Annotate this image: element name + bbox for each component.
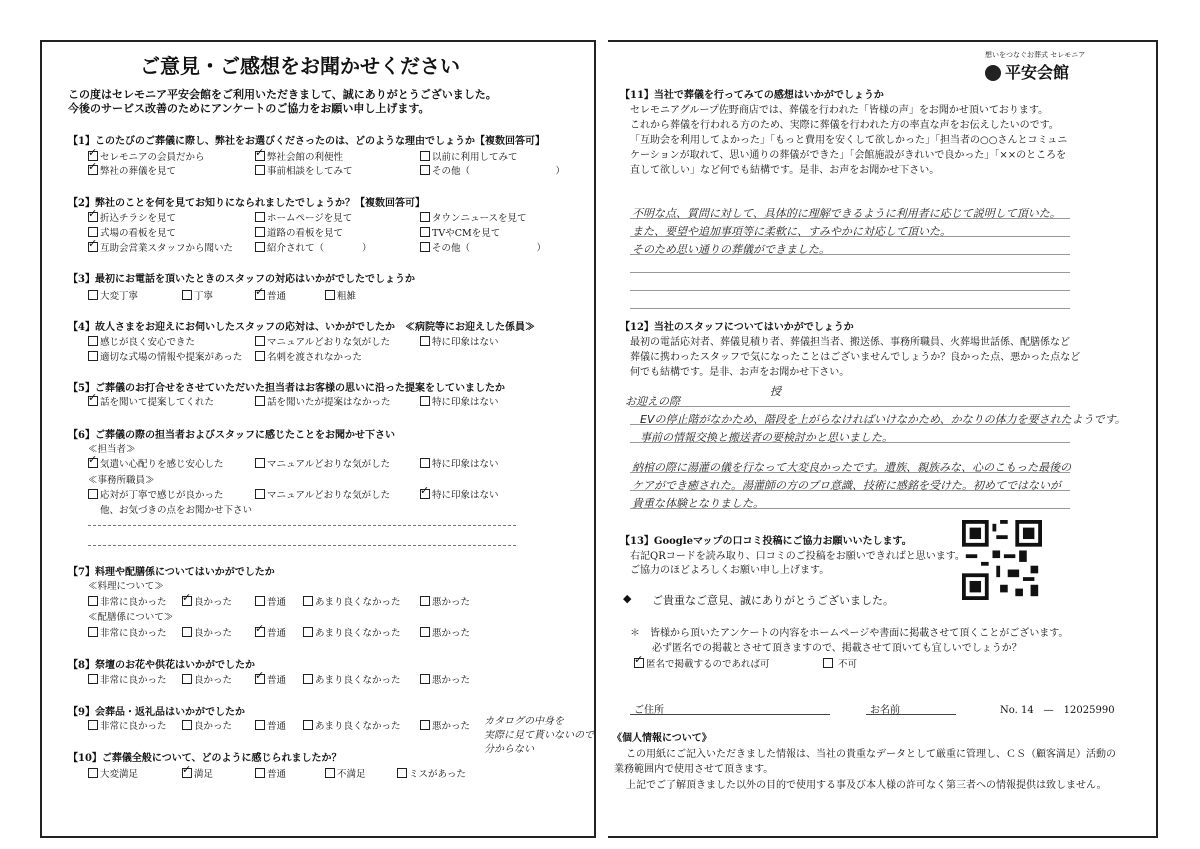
checkbox-label: 良かった bbox=[194, 628, 233, 639]
checkbox-label: 普通 bbox=[267, 597, 287, 608]
q2-option[interactable] bbox=[88, 225, 176, 239]
checkbox[interactable] bbox=[88, 627, 98, 637]
name-line bbox=[866, 714, 956, 715]
google-maps-qr-code[interactable] bbox=[962, 520, 1042, 600]
q2-option[interactable] bbox=[255, 240, 372, 254]
checkbox-label: 以前に利用してみて bbox=[432, 152, 518, 163]
checkbox[interactable] bbox=[420, 396, 430, 406]
answer-line bbox=[630, 290, 1070, 291]
q7-option[interactable] bbox=[88, 625, 167, 639]
q4-option[interactable] bbox=[255, 349, 362, 363]
checkbox[interactable] bbox=[88, 336, 98, 346]
privacy-title: 《個人情報について》 bbox=[612, 733, 712, 744]
checkbox-label: 応対が丁寧で感じが良かった bbox=[100, 490, 224, 501]
checkbox[interactable] bbox=[88, 489, 98, 499]
checkbox[interactable] bbox=[255, 596, 265, 606]
publish-question: 必ず匿名での掲載とさせて頂きますので、掲載させて頂いても宜しいでしょうか？ bbox=[652, 643, 1022, 654]
checkbox-label: マニュアルどおりな気がした bbox=[267, 490, 391, 501]
checkbox[interactable] bbox=[420, 227, 430, 237]
checkbox-label: 特に印象はない bbox=[432, 397, 499, 408]
q10-option[interactable] bbox=[88, 766, 138, 780]
q9-option[interactable] bbox=[255, 718, 286, 732]
handwritten-answer: お迎えの際 bbox=[625, 395, 680, 408]
q13-description: 右記QRコードを読み取り、口コミのご投稿をお願いできればと思います。 bbox=[630, 551, 965, 562]
q8-option[interactable] bbox=[420, 672, 470, 686]
checkbox-label: 普通 bbox=[267, 291, 287, 302]
page-title: ご意見・ご感想をお聞かせください bbox=[140, 54, 460, 78]
handwritten-answer: 授 bbox=[770, 385, 781, 398]
checkbox[interactable] bbox=[420, 489, 430, 499]
q11-description: 直して欲しい」など何でも結構です。是非、お声をお聞かせ下さい。 bbox=[630, 165, 940, 176]
q2-option[interactable] bbox=[255, 225, 343, 239]
q1-option[interactable] bbox=[420, 149, 518, 163]
checkbox[interactable] bbox=[255, 290, 265, 300]
answer-line bbox=[630, 406, 1070, 407]
q3-option[interactable] bbox=[325, 288, 356, 302]
checkbox[interactable] bbox=[88, 227, 98, 237]
checkbox[interactable] bbox=[420, 165, 430, 175]
checkbox[interactable] bbox=[182, 768, 192, 778]
checkbox[interactable] bbox=[88, 458, 98, 468]
checkbox[interactable] bbox=[420, 674, 430, 684]
checkbox-label: 感じが良く安心できた bbox=[100, 337, 196, 348]
handwritten-answer: 事前の情報交換と搬送者の要検討かと思いました。 bbox=[640, 431, 893, 444]
checkbox-label: 特に印象はない bbox=[432, 459, 499, 470]
checkbox[interactable] bbox=[634, 658, 644, 668]
checkbox[interactable] bbox=[823, 658, 833, 668]
q12-description: 最初の電話応対者、葬儀見積り者、葬儀担当者、搬送係、事務所職員、火葬場世話係、配膳係など bbox=[630, 337, 1070, 348]
checkbox[interactable] bbox=[255, 720, 265, 730]
q10-option[interactable] bbox=[255, 766, 286, 780]
checkbox[interactable] bbox=[88, 351, 98, 361]
publish-option-no[interactable] bbox=[823, 656, 857, 670]
q10-option[interactable] bbox=[397, 766, 466, 780]
checkbox-label: 普通 bbox=[267, 769, 287, 780]
q1-option[interactable] bbox=[255, 163, 353, 177]
checkbox[interactable] bbox=[255, 227, 265, 237]
checkbox[interactable] bbox=[255, 396, 265, 406]
q2-option[interactable] bbox=[420, 240, 546, 254]
q7-option[interactable] bbox=[182, 625, 232, 639]
checkbox-label: 弊社会館の利便性 bbox=[267, 152, 344, 163]
address-line bbox=[630, 714, 830, 715]
privacy-text: 業務範囲内で使用させて頂きます。 bbox=[614, 764, 774, 775]
checkbox-label: 悪かった bbox=[432, 721, 471, 732]
q5-label: 【5】ご葬儀のお打合せをさせていただいた担当者はお客様の思いに沿った提案をしていましたか bbox=[68, 383, 505, 394]
brand-logo bbox=[985, 60, 1069, 83]
q11-description: これから葬儀を行われる方のため、実際に葬儀を行われた方の率直な声をお伝えしたいのです。 bbox=[630, 120, 1059, 131]
checkbox-label: 良かった bbox=[194, 597, 233, 608]
q7-option[interactable] bbox=[303, 625, 401, 639]
checkbox[interactable] bbox=[88, 165, 98, 175]
checkbox-label: あまり良くなかった bbox=[315, 628, 401, 639]
checkbox[interactable] bbox=[255, 242, 265, 252]
q7-sub-server: ≪配膳係について≫ bbox=[88, 612, 174, 623]
brand-name: 平安会館 bbox=[1005, 63, 1070, 82]
checkbox-label: 道路の看板を見て bbox=[267, 228, 344, 239]
checkbox[interactable] bbox=[182, 674, 192, 684]
brand-logo-icon bbox=[985, 65, 1001, 81]
q2-option[interactable] bbox=[420, 225, 500, 239]
q1-option[interactable] bbox=[88, 149, 205, 163]
q5-option[interactable] bbox=[255, 394, 391, 408]
checkbox-label: 非常に良かった bbox=[100, 721, 167, 732]
checkbox-label: タウンニュースを見て bbox=[432, 213, 527, 224]
checkbox[interactable] bbox=[420, 212, 430, 222]
name-label: お名前 bbox=[870, 705, 900, 716]
q6-sub-office: ≪事務所職員≫ bbox=[88, 475, 155, 486]
checkbox-label: 普通 bbox=[267, 628, 287, 639]
q11-description: セレモニアグループ佐野商店では、葬儀を行われた「皆様の声」をお聞かせ頂いております。 bbox=[630, 105, 1049, 116]
checkbox[interactable] bbox=[397, 768, 407, 778]
handwritten-answer: そのため思い通りの葬儀ができました。 bbox=[632, 243, 830, 256]
q7-option[interactable] bbox=[420, 594, 470, 608]
checkbox[interactable] bbox=[255, 489, 265, 499]
checkbox[interactable] bbox=[255, 768, 265, 778]
q7-sub-food: ≪料理について≫ bbox=[88, 581, 164, 592]
answer-line bbox=[630, 308, 1070, 309]
q1-option[interactable] bbox=[420, 163, 565, 177]
q3-option[interactable] bbox=[88, 288, 138, 302]
q4-option[interactable] bbox=[420, 334, 499, 348]
q8-option[interactable] bbox=[182, 672, 232, 686]
checkbox[interactable] bbox=[255, 674, 265, 684]
handwritten-note: 分からない bbox=[484, 744, 534, 755]
q8-option[interactable] bbox=[303, 672, 401, 686]
q10-option[interactable] bbox=[325, 766, 366, 780]
q10-option[interactable] bbox=[182, 766, 213, 780]
q4-option[interactable] bbox=[88, 349, 242, 363]
checkbox[interactable] bbox=[88, 596, 98, 606]
checkbox-label: 悪かった bbox=[432, 675, 471, 686]
q9-option[interactable] bbox=[420, 718, 470, 732]
handwritten-answer: ケアができ癒された。湯灌師の方のプロ意識、技術に感銘を受けた。初めてではないが bbox=[632, 479, 1061, 492]
q12-description: 何でも結構です。是非、お声をお聞かせ下さい。 bbox=[630, 367, 850, 378]
checkbox-label: 式場の看板を見て bbox=[100, 228, 177, 239]
q13-label: 【13】Googleマップの口コミ投稿にご協力お願いいたします。 bbox=[620, 536, 912, 547]
q3-option[interactable] bbox=[182, 288, 213, 302]
checkbox[interactable] bbox=[303, 627, 313, 637]
brand-tagline: 想いをつなぐお葬式 セレモニア bbox=[985, 51, 1086, 59]
q9-option[interactable] bbox=[88, 718, 167, 732]
checkbox[interactable] bbox=[420, 151, 430, 161]
handwritten-answer: 不明な点、質問に対して、具体的に理解できるように利用者に応じて説明して頂いた。 bbox=[632, 207, 1061, 220]
privacy-text: 上記でご了解頂きました以外の目的で使用する事及び本人様の許可なく第三者への情報提供は致しません。 bbox=[626, 780, 1107, 791]
checkbox[interactable] bbox=[88, 396, 98, 406]
privacy-text: この用紙にご記入いただきました情報は、当社の貴重なデータとして厳重に管理し、ＣＳ（顧客満足）活動の bbox=[626, 749, 1116, 760]
q7-option[interactable] bbox=[303, 594, 401, 608]
checkbox-label: 悪かった bbox=[432, 597, 471, 608]
q5-option[interactable] bbox=[420, 394, 499, 408]
checkbox-label: 互助会営業スタッフから聞いた bbox=[100, 243, 234, 254]
q1-option[interactable] bbox=[255, 149, 343, 163]
checkbox-label: マニュアルどおりな気がした bbox=[267, 459, 391, 470]
q7-label: 【7】料理や配膳係についてはいかがでしたか bbox=[68, 567, 275, 578]
handwritten-note: 実際に見て貰いないので bbox=[484, 730, 594, 741]
checkbox[interactable] bbox=[325, 290, 335, 300]
q1-option[interactable] bbox=[88, 163, 176, 177]
handwritten-answer: 納棺の際に湯灌の儀を行なって大変良かったです。遺族、親族みな、心のこもった最後の bbox=[632, 461, 1072, 474]
checkbox[interactable] bbox=[420, 458, 430, 468]
publish-option-anonymous[interactable] bbox=[634, 656, 770, 670]
q6-option[interactable] bbox=[255, 487, 390, 501]
checkbox-label: 不可 bbox=[838, 659, 858, 670]
checkbox-label: 適切な式場の情報や提案があった bbox=[100, 352, 243, 363]
q12-label: 【12】当社のスタッフについてはいかがでしょうか bbox=[620, 322, 854, 333]
checkbox[interactable] bbox=[303, 674, 313, 684]
q6-option[interactable] bbox=[420, 487, 499, 501]
q6-sub-staff: ≪担当者≫ bbox=[88, 444, 136, 455]
checkbox-label: 弊社の葬儀を見て bbox=[100, 166, 177, 177]
checkbox-label: セレモニアの会員だから bbox=[100, 152, 205, 163]
handwritten-answer: また、要望や追加事項等に柔軟に、すみやかに対応して頂いた。 bbox=[632, 225, 951, 238]
checkbox-label: 悪かった bbox=[432, 628, 471, 639]
checkbox[interactable] bbox=[182, 720, 192, 730]
checkbox[interactable] bbox=[88, 674, 98, 684]
checkbox[interactable] bbox=[88, 212, 98, 222]
checkbox-label: その他（ ） bbox=[432, 243, 547, 254]
q12-description: 葬儀に携わったスタッフで気になったことはございませんでしょうか？良かった点、悪かった点など bbox=[630, 352, 1081, 363]
q2-option[interactable] bbox=[88, 210, 176, 224]
q2-option[interactable] bbox=[88, 240, 233, 254]
checkbox-label: 良かった bbox=[194, 721, 233, 732]
checkbox[interactable] bbox=[182, 290, 192, 300]
answer-line bbox=[88, 545, 516, 546]
checkbox-label: 非常に良かった bbox=[100, 628, 167, 639]
checkbox[interactable] bbox=[255, 165, 265, 175]
checkbox-label: TVやCMを見て bbox=[432, 228, 501, 239]
checkbox-label: ホームページを見て bbox=[267, 213, 353, 224]
checkbox-label: 普通 bbox=[267, 675, 287, 686]
checkbox-label: 匿名で掲載するのであれば可 bbox=[646, 659, 770, 670]
checkbox-label: マニュアルどおりな気がした bbox=[267, 337, 391, 348]
handwritten-note: カタログの中身を bbox=[484, 716, 564, 727]
form-number: No. 14 — 12025990 bbox=[1000, 705, 1115, 716]
q7-option[interactable] bbox=[255, 625, 286, 639]
checkbox[interactable] bbox=[88, 242, 98, 252]
checkbox[interactable] bbox=[88, 290, 98, 300]
q6-label: 【6】ご葬儀の際の担当者およびスタッフに感じたことをお聞かせ下さい bbox=[68, 430, 395, 441]
checkbox[interactable] bbox=[182, 627, 192, 637]
q9-label: 【9】会葬品・返礼品はいかがでしたか bbox=[68, 707, 245, 718]
checkbox[interactable] bbox=[420, 720, 430, 730]
q9-option[interactable] bbox=[182, 718, 232, 732]
q6-other-prompt: 他、お気づきの点をお聞かせ下さい bbox=[100, 505, 253, 516]
checkbox[interactable] bbox=[255, 151, 265, 161]
intro-line-2: 今後のサービス改善のためにアンケートのご協力をお願い申し上げます。 bbox=[68, 102, 430, 115]
q5-option[interactable] bbox=[88, 394, 214, 408]
checkbox-label: 非常に良かった bbox=[100, 597, 167, 608]
address-label: ご住所 bbox=[634, 705, 664, 716]
handwritten-answer: 貴重な体験となりました。 bbox=[632, 497, 764, 510]
checkbox[interactable] bbox=[420, 336, 430, 346]
q1-label: 【1】このたびのご葬儀に際し、弊社をお選びくださったのは、どのような理由でしょうか【複数回答可】 bbox=[68, 136, 545, 147]
checkbox[interactable] bbox=[255, 351, 265, 361]
answer-line bbox=[88, 525, 516, 526]
checkbox-label: あまり良くなかった bbox=[315, 721, 401, 732]
checkbox-label: 紹介されて（ ） bbox=[267, 243, 372, 254]
q8-label: 【8】祭壇のお花や供花はいかがでしたか bbox=[68, 660, 255, 671]
q13-description: ご協力のほどよろしくお願い申し上げます。 bbox=[630, 565, 830, 576]
checkbox-label: 折込チラシを見て bbox=[100, 213, 177, 224]
q3-label: 【3】最初にお電話を頂いたときのスタッフの対応はいかがでしたでしょうか bbox=[68, 274, 415, 285]
checkbox-label: 普通 bbox=[267, 721, 287, 732]
publish-note: ＊ 皆様から頂いたアンケートの内容をホームページや書面に掲載させて頂くことがございます。 bbox=[630, 628, 1069, 639]
q6-option[interactable] bbox=[255, 456, 390, 470]
checkbox-label: 粗雑 bbox=[337, 291, 357, 302]
q11-label: 【11】当社で葬儀を行ってみての感想はいかがでしょうか bbox=[620, 90, 884, 101]
q2-label: 【2】弊社のことを何を見てお知りになられましたでしょうか？【複数回答可】 bbox=[68, 198, 425, 209]
q7-option[interactable] bbox=[255, 594, 286, 608]
q7-option[interactable] bbox=[182, 594, 232, 608]
checkbox-label: 非常に良かった bbox=[100, 675, 167, 686]
q6-option[interactable] bbox=[420, 456, 499, 470]
q11-description: ケーションが取れて、思い通りの葬儀ができた」「会館施設がきれいで良かった」「××のところを bbox=[630, 150, 1067, 161]
checkbox[interactable] bbox=[88, 720, 98, 730]
q4-option[interactable] bbox=[88, 334, 195, 348]
checkbox-label: 丁寧 bbox=[194, 291, 214, 302]
checkbox[interactable] bbox=[303, 720, 313, 730]
checkbox[interactable] bbox=[420, 627, 430, 637]
checkbox[interactable] bbox=[420, 596, 430, 606]
q9-option[interactable] bbox=[303, 718, 401, 732]
q2-option[interactable] bbox=[255, 210, 352, 224]
checkbox[interactable] bbox=[255, 336, 265, 346]
checkbox-label: 事前相談をしてみて bbox=[267, 166, 353, 177]
q4-label: 【4】故人さまをお迎えにお伺いしたスタッフの応対は、いかがでしたか ≪病院等にお迎えした係員≫ bbox=[68, 322, 535, 333]
q11-description: 「互助会を利用してよかった」「もっと費用を安くして欲しかった」「担当者の○○さんとコミュニ bbox=[630, 135, 1068, 146]
checkbox[interactable] bbox=[303, 596, 313, 606]
q3-option[interactable] bbox=[255, 288, 286, 302]
checkbox[interactable] bbox=[255, 627, 265, 637]
checkbox-label: 名刺を渡されなかった bbox=[267, 352, 363, 363]
checkbox-label: 特に印象はない bbox=[432, 337, 499, 348]
diamond-bullet: ◆ bbox=[623, 592, 632, 605]
checkbox-label: 話を聞いたが提案はなかった bbox=[267, 397, 391, 408]
checkbox-label: 特に印象はない bbox=[432, 490, 499, 501]
checkbox-label: 気遣い心配りを感じ安心した bbox=[100, 459, 224, 470]
intro-line-1: この度はセレモニア平安会館をご利用いただきまして、誠にありがとうございました。 bbox=[68, 88, 497, 101]
checkbox-label: 満足 bbox=[194, 769, 214, 780]
checkbox[interactable] bbox=[255, 212, 265, 222]
checkbox-label: その他（ ） bbox=[432, 166, 566, 177]
checkbox-label: 不満足 bbox=[337, 769, 366, 780]
checkbox[interactable] bbox=[88, 768, 98, 778]
checkbox-label: ミスがあった bbox=[409, 769, 466, 780]
q8-option[interactable] bbox=[88, 672, 167, 686]
q7-option[interactable] bbox=[420, 625, 470, 639]
q10-label: 【10】ご葬儀全般について、どのように感じられましたか？ bbox=[68, 753, 342, 764]
checkbox-label: 大変丁寧 bbox=[100, 291, 139, 302]
checkbox-label: あまり良くなかった bbox=[315, 597, 401, 608]
q6-option[interactable] bbox=[88, 456, 224, 470]
q6-option[interactable] bbox=[88, 487, 224, 501]
answer-line bbox=[630, 272, 1070, 273]
checkbox-label: あまり良くなかった bbox=[315, 675, 401, 686]
q4-option[interactable] bbox=[255, 334, 390, 348]
checkbox[interactable] bbox=[255, 458, 265, 468]
q8-option[interactable] bbox=[255, 672, 286, 686]
checkbox-label: 大変満足 bbox=[100, 769, 139, 780]
checkbox[interactable] bbox=[420, 242, 430, 252]
checkbox[interactable] bbox=[325, 768, 335, 778]
q2-option[interactable] bbox=[420, 210, 527, 224]
checkbox[interactable] bbox=[182, 596, 192, 606]
handwritten-answer: EVの停止階がなかため、階段を上がらなければいけなかため、かなりの体力を要されたようです。 bbox=[640, 413, 1126, 426]
checkbox-label: 良かった bbox=[194, 675, 233, 686]
checkbox-label: 話を聞いて提案してくれた bbox=[100, 397, 215, 408]
thanks-message: ご貴重なご意見、誠にありがとうございました。 bbox=[652, 594, 894, 607]
q7-option[interactable] bbox=[88, 594, 167, 608]
